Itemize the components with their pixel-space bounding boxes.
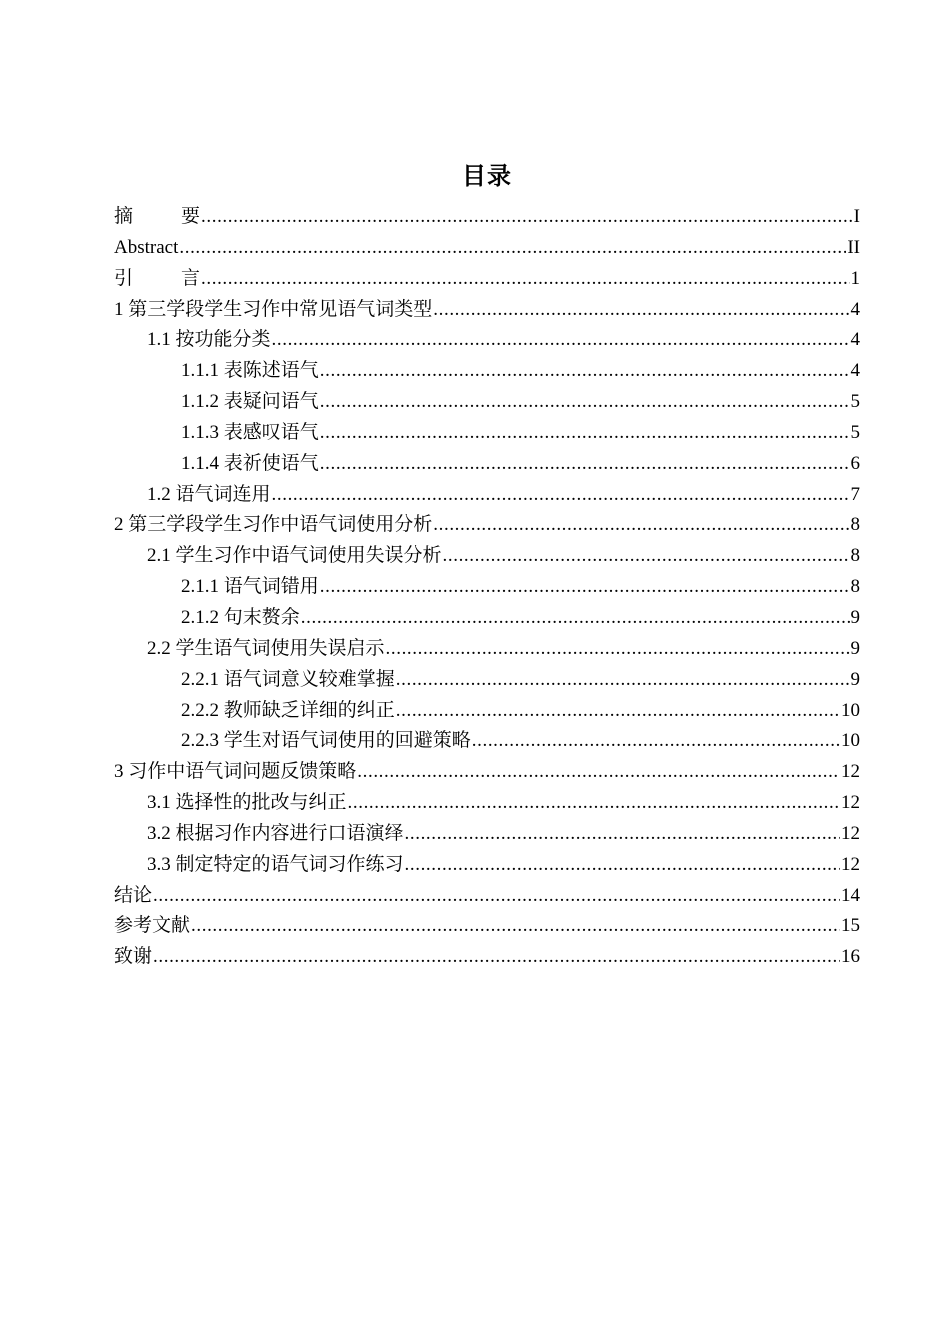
toc-entry[interactable] — [114, 233, 860, 264]
toc-entry-label: 3.3 制定特定的语气词习作练习 — [147, 853, 404, 875]
toc-entry[interactable] — [114, 757, 860, 788]
toc-leader-dots — [153, 881, 840, 912]
toc-leader-dots — [472, 726, 840, 757]
toc-entry[interactable] — [114, 449, 860, 480]
toc-entry-page: 8 — [850, 545, 860, 567]
toc-entry-label: 1.1.1 表陈述语气 — [181, 360, 319, 382]
toc-entry-label: 引 言 — [114, 267, 201, 289]
toc-entry[interactable] — [114, 788, 860, 819]
toc-leader-dots — [348, 788, 840, 819]
toc-leader-dots — [396, 665, 850, 696]
toc-leader-dots — [396, 696, 840, 727]
toc-entry[interactable] — [114, 202, 860, 233]
toc-entry-label: 2.2.1 语气词意义较难掌握 — [181, 668, 395, 690]
toc-entry[interactable] — [114, 696, 860, 727]
toc-entry[interactable] — [114, 634, 860, 665]
toc-entry[interactable] — [114, 541, 860, 572]
toc-leader-dots — [320, 387, 850, 418]
toc-entry-label: 3 习作中语气词问题反馈策略 — [114, 761, 357, 783]
toc-entry-page: 5 — [850, 391, 860, 413]
toc-entry-label: 1.2 语气词连用 — [147, 483, 271, 505]
toc-entry-label: 2.2.2 教师缺乏详细的纠正 — [181, 699, 395, 721]
toc-entry-page: 6 — [850, 452, 860, 474]
toc-entry-page: 7 — [850, 483, 860, 505]
toc-entry-page: 9 — [850, 637, 860, 659]
toc-leader-dots — [320, 356, 850, 387]
toc-entry-label: 3.1 选择性的批改与纠正 — [147, 792, 347, 814]
toc-entry[interactable] — [114, 881, 860, 912]
toc-leader-dots — [320, 418, 850, 449]
toc-leader-dots — [272, 480, 850, 511]
toc-entry[interactable] — [114, 665, 860, 696]
toc-leader-dots — [191, 911, 840, 942]
toc-entry-page: I — [853, 206, 860, 227]
toc-entry-page: 12 — [841, 853, 860, 875]
toc-entry[interactable] — [114, 480, 860, 511]
toc-entry-label: 2 第三学段学生习作中语气词使用分析 — [114, 514, 433, 536]
toc-entry[interactable] — [114, 325, 860, 356]
toc-leader-dots — [433, 510, 849, 541]
toc-entry[interactable] — [114, 418, 860, 449]
toc-entry[interactable] — [114, 510, 860, 541]
toc-leader-dots — [386, 634, 850, 665]
toc-entry-label: 2.2.3 学生对语气词使用的回避策略 — [181, 730, 471, 752]
toc-entry-page: 4 — [850, 360, 860, 382]
toc-entry-page: 5 — [850, 421, 860, 443]
toc-entry[interactable] — [114, 603, 860, 634]
toc-entry-label: 1 第三学段学生习作中常见语气词类型 — [114, 298, 433, 320]
toc-leader-dots — [201, 264, 849, 295]
toc-leader-dots — [301, 603, 850, 634]
toc-entry-label: 致谢 — [114, 946, 153, 968]
toc-entry-label: 3.2 根据习作内容进行口语演绎 — [147, 822, 404, 844]
toc-entry-page: 14 — [841, 884, 860, 906]
toc-leader-dots — [443, 541, 850, 572]
toc-entry-page: 15 — [841, 915, 860, 937]
toc-leader-dots — [153, 942, 840, 973]
toc-entry[interactable] — [114, 387, 860, 418]
toc-entry-page: 4 — [850, 329, 860, 351]
toc-entry[interactable] — [114, 911, 860, 942]
toc-entry[interactable] — [114, 295, 860, 326]
toc-leader-dots — [357, 757, 840, 788]
toc-entry-page: 8 — [850, 514, 860, 536]
toc-entry-label: Abstract — [114, 236, 179, 258]
toc-title: 目录 — [462, 162, 512, 190]
toc-entry-page: 9 — [850, 668, 860, 690]
toc-leader-dots — [320, 449, 850, 480]
toc-entry-label: 2.2 学生语气词使用失误启示 — [147, 637, 385, 659]
toc-entry-label: 1.1.3 表感叹语气 — [181, 421, 319, 443]
toc-entry-label: 1.1 按功能分类 — [147, 329, 271, 351]
toc-entry-page: 10 — [841, 730, 860, 752]
toc-entry[interactable] — [114, 942, 860, 973]
toc-entry-label: 2.1.2 句末赘余 — [181, 606, 300, 628]
toc-leader-dots — [272, 325, 850, 356]
toc-entry-label: 摘 要 — [114, 206, 201, 227]
toc-entry-label: 1.1.4 表祈使语气 — [181, 452, 319, 474]
toc-entry-label: 1.1.2 表疑问语气 — [181, 391, 319, 413]
toc-entry[interactable] — [114, 264, 860, 295]
toc-leader-dots — [405, 819, 840, 850]
toc-list — [114, 202, 860, 973]
toc-leader-dots — [405, 850, 840, 881]
toc-entry-page: 10 — [841, 699, 860, 721]
toc-entry-page: II — [847, 236, 860, 258]
toc-entry[interactable] — [114, 850, 860, 881]
toc-leader-dots — [433, 295, 849, 326]
toc-entry-label: 2.1.1 语气词错用 — [181, 576, 319, 598]
toc-entry[interactable] — [114, 819, 860, 850]
toc-leader-dots — [179, 233, 846, 264]
toc-entry-label: 参考文献 — [114, 915, 191, 937]
toc-entry-label: 2.1 学生习作中语气词使用失误分析 — [147, 545, 442, 567]
toc-entry-page: 1 — [850, 267, 860, 289]
toc-entry-page: 9 — [850, 606, 860, 628]
toc-entry-page: 12 — [841, 761, 860, 783]
toc-entry-page: 8 — [850, 576, 860, 598]
toc-entry-label: 结论 — [114, 884, 153, 906]
toc-entry-page: 4 — [850, 298, 860, 320]
toc-leader-dots — [320, 572, 850, 603]
toc-entry[interactable] — [114, 356, 860, 387]
toc-entry-page: 12 — [841, 822, 860, 844]
toc-entry[interactable] — [114, 572, 860, 603]
toc-entry-page: 12 — [841, 792, 860, 814]
toc-entry-page: 16 — [841, 946, 860, 968]
toc-entry[interactable] — [114, 726, 860, 757]
toc-leader-dots — [201, 202, 853, 233]
